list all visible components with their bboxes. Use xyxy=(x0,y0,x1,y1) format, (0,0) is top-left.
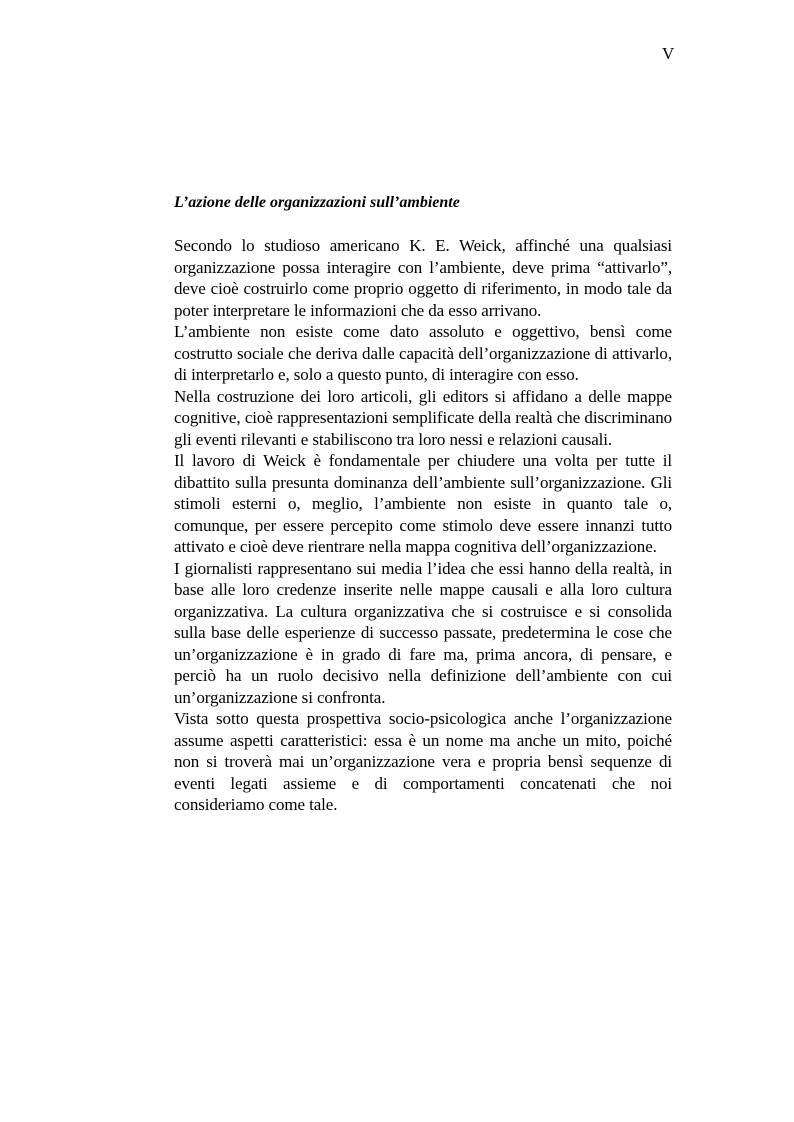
paragraph: Secondo lo studioso americano K. E. Weick, affinché una qualsiasi organizzazione possa interagire con l’ambiente, deve prima “attivarlo”, deve cioè costruirlo come proprio oggetto di riferimento, in modo tale da poter interpretare le informazioni che da esso arrivano. xyxy=(174,236,672,320)
paragraph: L’ambiente non esiste come dato assoluto e oggettivo, bensì come costrutto sociale che deriva dalle capacità dell’organizzazione di attivarlo, di interpretarlo e, solo a questo punto, di interagire con esso. xyxy=(174,322,672,384)
document-body xyxy=(174,192,672,816)
section-heading: L’azione delle organizzazioni sull’ambiente xyxy=(174,194,460,211)
paragraph: Il lavoro di Weick è fondamentale per chiudere una volta per tutte il dibattito sulla presunta dominanza dell’ambiente sull’organizzazione. Gli stimoli esterni o, meglio, l’ambiente non esiste in quanto tale o, comunque, per essere percepito come stimolo deve essere innanzi tutto attivato e cioè deve rientrare nella mappa cognitiva dell’organizzazione. xyxy=(174,451,672,556)
paragraph: I giornalisti rappresentano sui media l’idea che essi hanno della realtà, in base alle loro credenze inserite nelle mappe causali e alla loro cultura organizzativa. La cultura organizzativa che si costruisce e si consolida sulla base delle esperienze di successo passate, predetermina le cose che un’organizzazione è in grado di fare ma, prima ancora, di pensare, e perciò ha un ruolo decisivo nella definizione dell’ambiente con cui un’organizzazione si confronta. xyxy=(174,558,672,707)
paragraph: Vista sotto questa prospettiva socio-psicologica anche l’organizzazione assume aspetti caratteristici: essa è un nome ma anche un mito, poiché non si troverà mai un’organizzazione vera e propria bensì sequenze di eventi legati assieme e di comportamenti concatenati che noi consideriamo come tale. xyxy=(174,709,672,814)
paragraph: Nella costruzione dei loro articoli, gli editors si affidano a delle mappe cognitive, cioè rappresentazioni semplificate della realtà che discriminano gli eventi rilevanti e stabiliscono tra loro nessi e relazioni causali. xyxy=(174,386,672,449)
page-number: V xyxy=(662,44,675,63)
